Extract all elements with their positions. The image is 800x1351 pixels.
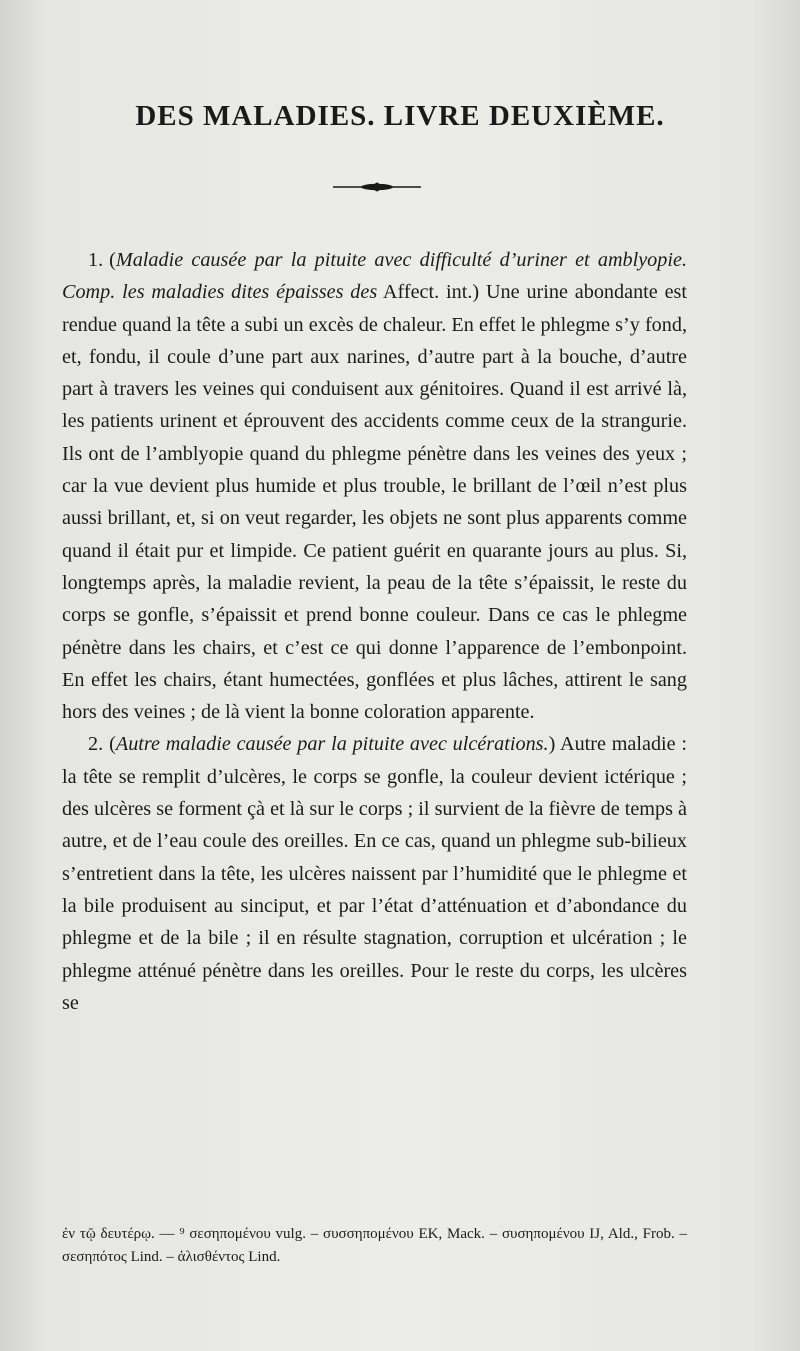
paragraph-text: Une urine abondante est rendue quand la tête a subi un excès de chaleur. En effet le phlegme s’y fond, et, fondu, il coule d’une part aux narines, d’autre part à la bouche, d’autre part à travers les veines qui conduisent aux génitoires. Quand il est arrivé là, les patients urinent et éprouvent des accidents comme ceux de la strangurie. Ils ont de l’amblyopie quand du phlegme pénètre dans les veines des yeux ; car la vue devient plus humide et plus trouble, le brillant de l’œil n’est plus aussi brillant, et, si on veut regarder, les objets ne sont plus apparents comme quand il était pur et limpide. Ce patient guérit en quarante jours au plus. Si, longtemps après, la maladie revient, la peau de la tête s’épaissit, le reste du corps se gonfle, s’épaissit et prend bonne couleur. Dans ce cas le phlegme pénètre dans les chairs, et c’est ce qui donne l’apparence de l’embonpoint. En effet les chairs, étant humectées, gonflées et plus lâches, attirent le sang hors des veines ; de là vient la bonne coloration apparente. — [62, 281, 688, 724]
paragraph-heading-open: ( — [109, 249, 116, 271]
paragraph-heading-reference: Affect. int.) — [377, 281, 480, 304]
footnote-text: ἐν τῷ δευτέρῳ. — ⁹ σεσηπομένου vulg. – συσσηπομένου EK, Mack. – συσηπομένου IJ, Ald., Frob. – σεσηπότος Lind. – ἀλισθέντος Lind. — [62, 1226, 687, 1265]
paragraph-2 — [62, 728, 687, 1019]
paragraph-number: 2. — [88, 733, 104, 756]
paragraph-number: 1. — [88, 249, 104, 271]
paragraph-1 — [62, 244, 687, 728]
running-head: DES MALADIES. LIVRE DEUXIÈME. — [135, 100, 665, 132]
ornament-rule — [333, 180, 421, 194]
paragraph-heading-open: ( — [109, 733, 116, 756]
paragraph-heading: Autre maladie causée par la pituite avec ulcérations. — [115, 733, 549, 756]
paragraph-heading: Maladie causée par la pituite avec difficulté d’uriner et amblyopie. Comp. les maladies dites épaisses des — [62, 249, 687, 304]
paragraph-text: Autre maladie : la tête se remplit d’ulcères, le corps se gonfle, la couleur devient ictérique ; des ulcères se forment çà et là sur le corps ; il survient de la fièvre de temps à autre, et de l’eau coule des oreilles. En ce cas, quand un phlegme sub-bilieux s’entretient dans la tête, les ulcères naissent par l’humidité que le phlegme et la bile produisent au sinciput, et par l’état d’atténuation et d’abondance du phlegme et de la bile ; il en résulte stagnation, corruption et ulcération ; le phlegme atténué pénètre dans les oreilles. Pour le reste du corps, les ulcères se — [62, 733, 688, 1014]
paragraph-heading-close: ) — [548, 733, 556, 756]
footnotes — [62, 1223, 687, 1269]
body-text — [62, 244, 687, 1019]
